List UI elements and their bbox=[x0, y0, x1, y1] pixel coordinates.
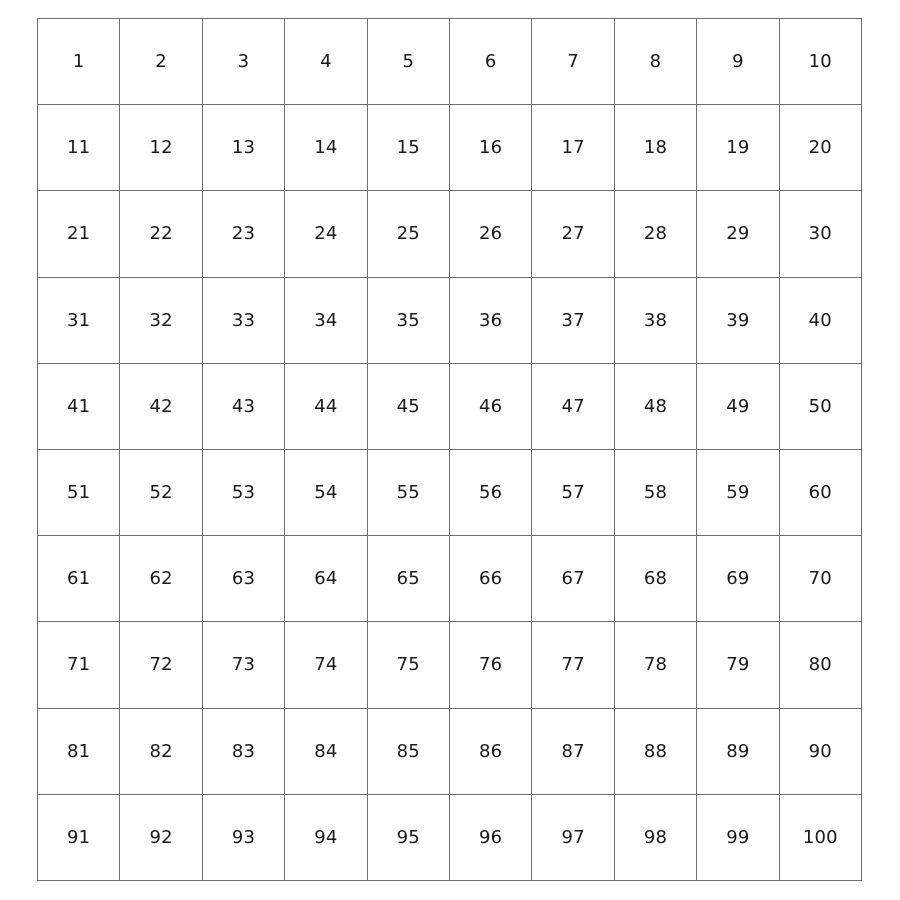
grid-cell: 64 bbox=[285, 536, 367, 622]
grid-cell: 32 bbox=[120, 278, 202, 364]
grid-cell: 48 bbox=[615, 364, 697, 450]
grid-cell: 93 bbox=[203, 795, 285, 881]
grid-cell: 79 bbox=[697, 622, 779, 708]
grid-cell: 85 bbox=[368, 709, 450, 795]
grid-cell: 51 bbox=[38, 450, 120, 536]
grid-cell: 44 bbox=[285, 364, 367, 450]
grid-cell: 11 bbox=[38, 105, 120, 191]
hundred-chart-grid bbox=[37, 18, 862, 881]
grid-cell: 37 bbox=[532, 278, 614, 364]
grid-cell: 62 bbox=[120, 536, 202, 622]
grid-cell: 70 bbox=[780, 536, 862, 622]
grid-cell: 91 bbox=[38, 795, 120, 881]
grid-cell: 43 bbox=[203, 364, 285, 450]
grid-cell: 61 bbox=[38, 536, 120, 622]
grid-cell: 31 bbox=[38, 278, 120, 364]
grid-cell: 83 bbox=[203, 709, 285, 795]
grid-cell: 45 bbox=[368, 364, 450, 450]
grid-cell: 82 bbox=[120, 709, 202, 795]
grid-cell: 80 bbox=[780, 622, 862, 708]
grid-cell: 20 bbox=[780, 105, 862, 191]
grid-cell: 65 bbox=[368, 536, 450, 622]
grid-cell: 100 bbox=[780, 795, 862, 881]
grid-cell: 49 bbox=[697, 364, 779, 450]
grid-cell: 25 bbox=[368, 191, 450, 277]
grid-cell: 58 bbox=[615, 450, 697, 536]
grid-cell: 86 bbox=[450, 709, 532, 795]
grid-cell: 6 bbox=[450, 19, 532, 105]
grid-cell: 81 bbox=[38, 709, 120, 795]
grid-cell: 2 bbox=[120, 19, 202, 105]
grid-cell: 7 bbox=[532, 19, 614, 105]
grid-cell: 98 bbox=[615, 795, 697, 881]
grid-cell: 84 bbox=[285, 709, 367, 795]
grid-cell: 40 bbox=[780, 278, 862, 364]
grid-cell: 9 bbox=[697, 19, 779, 105]
grid-cell: 14 bbox=[285, 105, 367, 191]
grid-cell: 41 bbox=[38, 364, 120, 450]
grid-cell: 46 bbox=[450, 364, 532, 450]
grid-cell: 92 bbox=[120, 795, 202, 881]
grid-cell: 35 bbox=[368, 278, 450, 364]
grid-cell: 3 bbox=[203, 19, 285, 105]
grid-cell: 21 bbox=[38, 191, 120, 277]
grid-cell: 50 bbox=[780, 364, 862, 450]
grid-cell: 60 bbox=[780, 450, 862, 536]
grid-cell: 28 bbox=[615, 191, 697, 277]
grid-cell: 96 bbox=[450, 795, 532, 881]
grid-cell: 88 bbox=[615, 709, 697, 795]
grid-cell: 47 bbox=[532, 364, 614, 450]
grid-cell: 68 bbox=[615, 536, 697, 622]
grid-cell: 67 bbox=[532, 536, 614, 622]
grid-cell: 33 bbox=[203, 278, 285, 364]
grid-cell: 22 bbox=[120, 191, 202, 277]
grid-cell: 4 bbox=[285, 19, 367, 105]
grid-cell: 94 bbox=[285, 795, 367, 881]
grid-cell: 29 bbox=[697, 191, 779, 277]
grid-cell: 56 bbox=[450, 450, 532, 536]
grid-cell: 87 bbox=[532, 709, 614, 795]
grid-cell: 73 bbox=[203, 622, 285, 708]
grid-cell: 5 bbox=[368, 19, 450, 105]
grid-cell: 34 bbox=[285, 278, 367, 364]
grid-cell: 69 bbox=[697, 536, 779, 622]
grid-cell: 99 bbox=[697, 795, 779, 881]
grid-cell: 54 bbox=[285, 450, 367, 536]
grid-cell: 89 bbox=[697, 709, 779, 795]
grid-cell: 23 bbox=[203, 191, 285, 277]
grid-cell: 55 bbox=[368, 450, 450, 536]
grid-cell: 26 bbox=[450, 191, 532, 277]
grid-cell: 53 bbox=[203, 450, 285, 536]
grid-cell: 16 bbox=[450, 105, 532, 191]
grid-cell: 75 bbox=[368, 622, 450, 708]
grid-cell: 36 bbox=[450, 278, 532, 364]
grid-cell: 17 bbox=[532, 105, 614, 191]
grid-cell: 77 bbox=[532, 622, 614, 708]
grid-cell: 24 bbox=[285, 191, 367, 277]
grid-cell: 78 bbox=[615, 622, 697, 708]
grid-cell: 13 bbox=[203, 105, 285, 191]
grid-cell: 18 bbox=[615, 105, 697, 191]
grid-cell: 71 bbox=[38, 622, 120, 708]
grid-cell: 8 bbox=[615, 19, 697, 105]
grid-cell: 1 bbox=[38, 19, 120, 105]
grid-cell: 12 bbox=[120, 105, 202, 191]
grid-cell: 63 bbox=[203, 536, 285, 622]
grid-cell: 76 bbox=[450, 622, 532, 708]
grid-cell: 57 bbox=[532, 450, 614, 536]
grid-cell: 39 bbox=[697, 278, 779, 364]
grid-cell: 19 bbox=[697, 105, 779, 191]
grid-cell: 38 bbox=[615, 278, 697, 364]
grid-cell: 90 bbox=[780, 709, 862, 795]
grid-cell: 52 bbox=[120, 450, 202, 536]
grid-cell: 97 bbox=[532, 795, 614, 881]
grid-cell: 10 bbox=[780, 19, 862, 105]
grid-cell: 72 bbox=[120, 622, 202, 708]
grid-cell: 95 bbox=[368, 795, 450, 881]
grid-cell: 59 bbox=[697, 450, 779, 536]
grid-cell: 74 bbox=[285, 622, 367, 708]
grid-cell: 66 bbox=[450, 536, 532, 622]
grid-cell: 42 bbox=[120, 364, 202, 450]
grid-cell: 15 bbox=[368, 105, 450, 191]
grid-cell: 27 bbox=[532, 191, 614, 277]
grid-cell: 30 bbox=[780, 191, 862, 277]
